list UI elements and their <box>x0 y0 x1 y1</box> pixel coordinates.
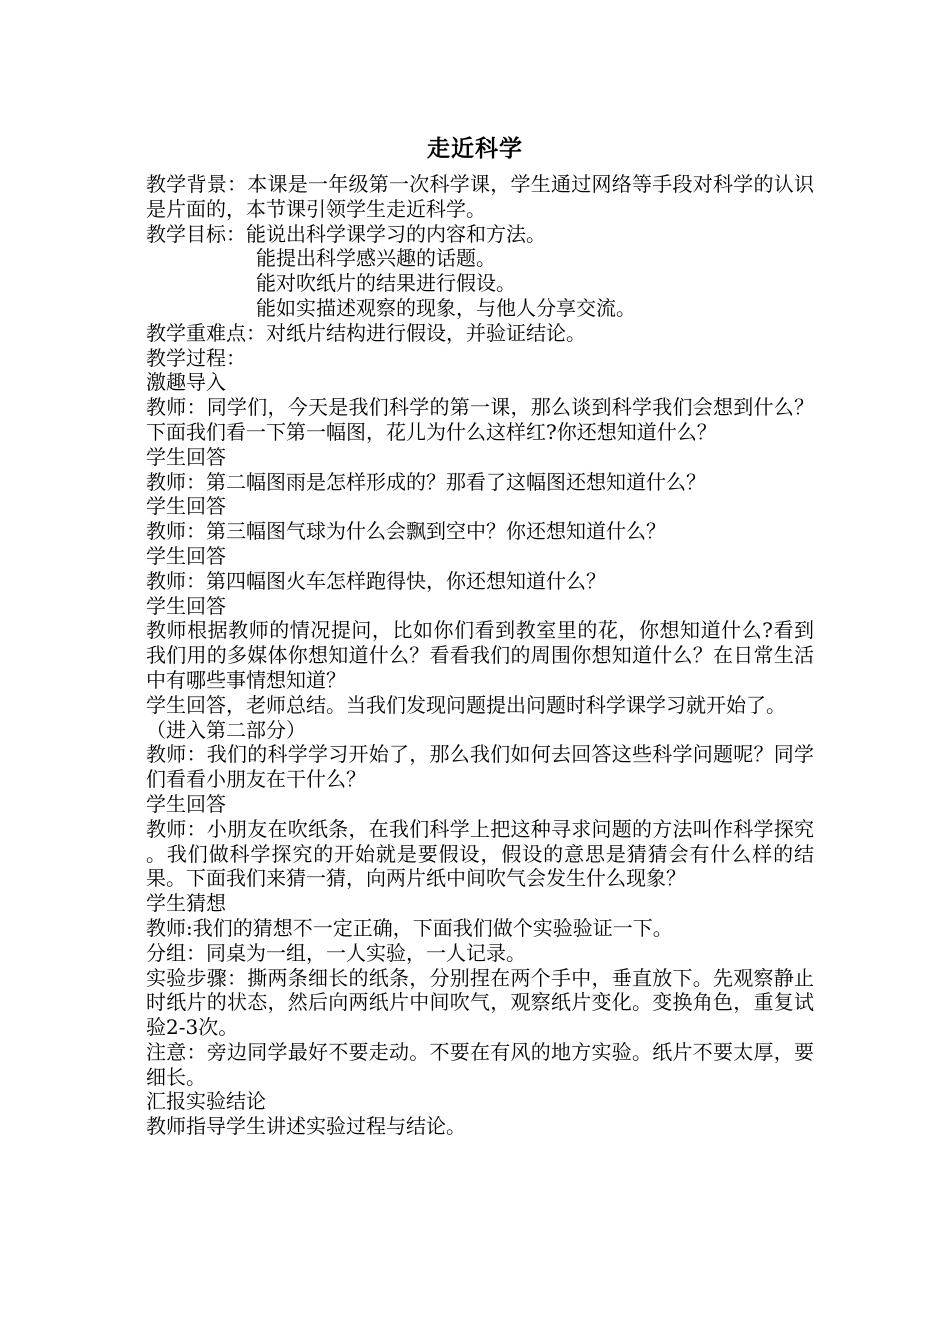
paragraph-teacher: 教师根据教师的情况提问，比如你们看到教室里的花，你想知道什么?看到我们用的多媒体你想知道什么？看看我们的周围你想知道什么？在日常生活中有哪些事情想知道？ <box>146 618 814 692</box>
section-heading-process: 教学过程： <box>146 345 246 370</box>
paragraph-experiment-steps: 实验步骤：撕两条细长的纸条，分别捏在两个手中，垂直放下。先观察静止时纸片的状态，然后向两纸片中间吹气，观察纸片变化。变换角色，重复试验2-3次。 <box>146 965 814 1040</box>
paragraph-teacher: 教师：同学们，今天是我们科学的第一课，那么谈到科学我们会想到什么？下面我们看一下第一幅图，花儿为什么这样红?你还想知道什么？ <box>146 395 814 444</box>
document-title: 走近科学 <box>427 136 523 162</box>
paragraph-student: 学生回答 <box>146 494 226 519</box>
paragraph-teacher: 教师：我们的科学学习开始了，那么我们如何去回答这些科学问题呢？同学们看看小朋友在干什么？ <box>146 742 814 792</box>
paragraph-student: 学生回答 <box>146 543 226 568</box>
paragraph-teacher: 教师：第三幅图气球为什么会飘到空中？你还想知道什么？ <box>146 519 666 544</box>
paragraph-teacher: 教师：小朋友在吹纸条，在我们科学上把这种寻求问题的方法叫作科学探究 。我们做科学探究的开始就是要假设，假设的意思是猜猜会有什么样的结果。下面我们来猜一猜，向两片纸中间吹气会发生什么现象？ <box>146 816 814 891</box>
section-heading-intro: 激趣导入 <box>146 370 226 395</box>
goal-item: 能对吹纸片的结果进行假设。 <box>256 271 516 296</box>
paragraph-teacher: 教师:我们的猜想不一定正确，下面我们做个实验验证一下。 <box>146 915 673 940</box>
paragraph-student: 学生回答 <box>146 444 226 469</box>
document-body <box>146 172 814 1139</box>
paragraph-student: 学生回答 <box>146 593 226 618</box>
paragraph-grouping: 分组：同桌为一组，一人实验，一人记录。 <box>146 940 526 965</box>
paragraph-teacher: 教师：第四幅图火车怎样跑得快，你还想知道什么？ <box>146 568 606 593</box>
paragraph-notes: 注意：旁边同学最好不要走动。不要在有风的地方实验。纸片不要太厚，要细长。 <box>146 1039 814 1089</box>
paragraph-teacher-guidance: 教师指导学生讲述实验过程与结论。 <box>146 1114 466 1139</box>
section-heading-report: 汇报实验结论 <box>146 1089 266 1114</box>
paragraph-teacher: 教师：第二幅图雨是怎样形成的？那看了这幅图还想知道什么？ <box>146 469 706 494</box>
goal-item: 能提出科学感兴趣的话题。 <box>256 246 496 271</box>
section-marker-part-two: （进入第二部分） <box>146 717 306 742</box>
goal-item: 能如实描述观察的现象，与他人分享交流。 <box>256 295 636 320</box>
paragraph-teaching-goals: 教学目标：能说出科学课学习的内容和方法。 <box>146 221 546 246</box>
paragraph-student: 学生回答 <box>146 791 226 816</box>
paragraph-student-guess: 学生猜想 <box>146 891 226 916</box>
paragraph-teaching-background: 教学背景：本课是一年级第一次科学课，学生通过网络等手段对科学的认识是片面的，本节课引领学生走近科学。 <box>146 172 814 221</box>
paragraph-key-points: 教学重难点：对纸片结构进行假设，并验证结论。 <box>146 320 586 345</box>
paragraph-summary: 学生回答，老师总结。当我们发现问题提出问题时科学课学习就开始了。 <box>146 692 786 717</box>
